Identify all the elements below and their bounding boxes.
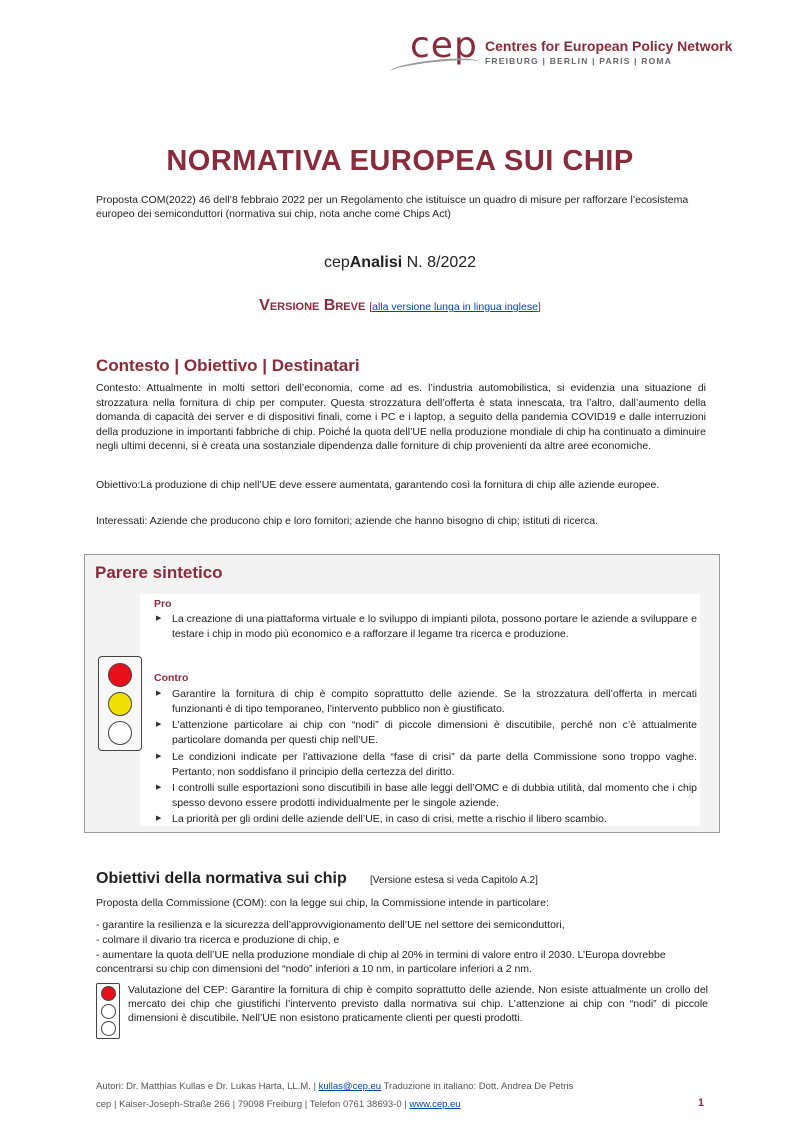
contro-item: ▶ Le condizioni indicate per l’attivazione della “fase di crisi” da parte della Commissione sono troppo vaghe. Pertanto, non soddisfano il principio della certezza del diritto. — [156, 750, 697, 779]
analisi-num: N. 8/2022 — [402, 254, 477, 271]
footer-web-link[interactable]: www.cep.eu — [409, 1099, 461, 1110]
contro-item: ▶ Garantire la fornitura di chip è compito soprattutto delle aziende. Se la strozzatura dell’offerta in mercati funzionanti è di tipo temporaneo, l’intervento pubblico non è giustificato. — [156, 687, 697, 716]
org-cities: FREIBURG | BERLIN | PARIS | ROMA — [485, 56, 673, 66]
obiettivi-item: - aumentare la quota dell’UE nella produzione mondiale di chip al 20% in termini di valore entro il 2030. L’Europa dovrebbe concentrarsi su chip con dimensioni del “nodo” inferiori a 10 nm, in particolare inferiori a 2 nm. — [96, 949, 666, 975]
off-light-icon — [101, 1004, 116, 1019]
analisi-prefix: cep — [323, 254, 350, 271]
subtitle: Proposta COM(2022) 46 dell’8 febbraio 2022 per un Regolamento che istituisce un quadro di misure per rafforzare l’ecosistema europeo dei semiconduttori (normativa sui chip, nota anche come Chips Act) — [96, 194, 689, 220]
small-traffic-light-icon — [96, 983, 120, 1039]
analisi-bold: Analisi — [349, 254, 403, 271]
footer-line-2 — [96, 1096, 706, 1114]
obiettivi-heading: Obiettivi della normativa sui chip — [96, 870, 347, 887]
cep-logo: cep — [410, 25, 478, 66]
footer-translation: Traduzione in italiano: Dott. Andrea De Petris — [381, 1081, 574, 1092]
red-light-icon — [101, 986, 116, 1001]
pro-label: Pro — [154, 598, 172, 610]
bracket-open: [ — [369, 301, 373, 313]
interessati-paragraph: Interessati: Aziende che producono chip e loro fornitori; aziende che hanno bisogno di chip; istituti di ricerca. — [96, 515, 598, 527]
bracket-close: ] — [537, 301, 541, 313]
context-heading: Contesto | Obiettivo | Destinatari — [96, 356, 360, 375]
org-name: Centres for European Policy Network — [485, 38, 733, 54]
obiettivi-item: - garantire la resilienza e la sicurezza dell’approvvigionamento dell’UE nel settore dei semiconduttori, — [96, 919, 565, 931]
contro-item: ▶ La priorità per gli ordini delle aziende dell’UE, in caso di crisi, mette a rischio il libero scambio. — [156, 812, 697, 827]
traffic-light-icon — [98, 656, 142, 751]
page-title: NORMATIVA EUROPEA SUI CHIP — [166, 145, 634, 177]
versione-label: Versione Breve — [259, 297, 366, 314]
page-number: 1 — [698, 1097, 705, 1109]
footer-line-1 — [96, 1078, 706, 1096]
parere-heading: Parere sintetico — [95, 563, 223, 582]
obiettivo-paragraph: Obiettivo:La produzione di chip nell’UE deve essere aumentata, garantendo così la fornitura di chip alle aziende europee. — [96, 479, 660, 491]
contesto-paragraph: Contesto: Attualmente in molti settori dell’economia, come ad es. l’industria automobilistica, si evidenzia una situazione di strozzatura nella fornitura di chip per computer. Questa strozzatura dell’offerta è stata innescata, tra l’altro, dall’aumento della domanda di capacità dei server e di dispositivi finali, come i PC e i laptop, a seguito della pandemia COVID19 e dalle interruzioni della produzione in importanti fabbriche di chip. Poiché la quota dell’UE nella produzione mondiale di chip ha continuato a diminuire negli ultimi decenni, si è creata una sostanziale dipendenza dalle forniture di chip provenienti da altre aree economiche. — [96, 382, 706, 452]
contro-item: ▶ I controlli sulle esportazioni sono discutibili in base alle leggi dell’OMC e di dubbia utilità, dal momento che i chip spesso devono essere prodotti individualmente per le singole aziende. — [156, 781, 697, 810]
off-light-icon — [101, 1021, 116, 1036]
footer — [96, 1078, 706, 1114]
valutazione-cep: Valutazione del CEP: Garantire la fornitura di chip è compito soprattutto delle aziende. Non esiste attualmente un crollo del mercato dei chip che giustifichi l’intervento previsto dalla normativa sui chip. L’attenzione ai chip con “nodi” di piccole dimensioni è discutibile. Nell’UE non esistono praticamente clienti per questi prodotti. — [128, 984, 708, 1024]
contro-label: Contro — [154, 672, 189, 684]
off-light-icon — [108, 721, 132, 745]
pro-item: ▶ La creazione di una piattaforma virtuale e lo sviluppo di impianti pilota, possono portare le aziende a sviluppare e testare i chip in modo più economico e a rafforzare il legame tra ricerca e produzione. — [156, 612, 697, 641]
red-light-icon — [108, 663, 132, 687]
obiettivi-intro: Proposta della Commissione (COM): con la legge sui chip, la Commissione intende in particolare: — [96, 897, 549, 909]
footer-authors: Autori: Dr. Matthias Kullas e Dr. Lukas Harta, LL.M. | — [96, 1081, 319, 1092]
footer-address: cep | Kaiser-Joseph-Straße 266 | 79098 Freiburg | Telefon 0761 38693-0 | — [96, 1099, 410, 1110]
yellow-light-icon — [108, 692, 132, 716]
long-version-link[interactable]: alla versione lunga in lingua inglese — [372, 301, 538, 313]
obiettivi-item: - colmare il divario tra ricerca e produzione di chip, e — [96, 934, 340, 946]
obiettivi-ref: [Versione estesa si veda Capitolo A.2] — [370, 875, 538, 886]
footer-email-link[interactable]: kullas@cep.eu — [318, 1081, 382, 1092]
contro-item: ▶ L’attenzione particolare ai chip con “nodi” di piccole dimensioni è discutibile, perché non c’è attualmente particolare domanda per questi chip nell’UE. — [156, 718, 697, 747]
analisi-number — [0, 254, 800, 272]
versione-line — [0, 297, 800, 315]
